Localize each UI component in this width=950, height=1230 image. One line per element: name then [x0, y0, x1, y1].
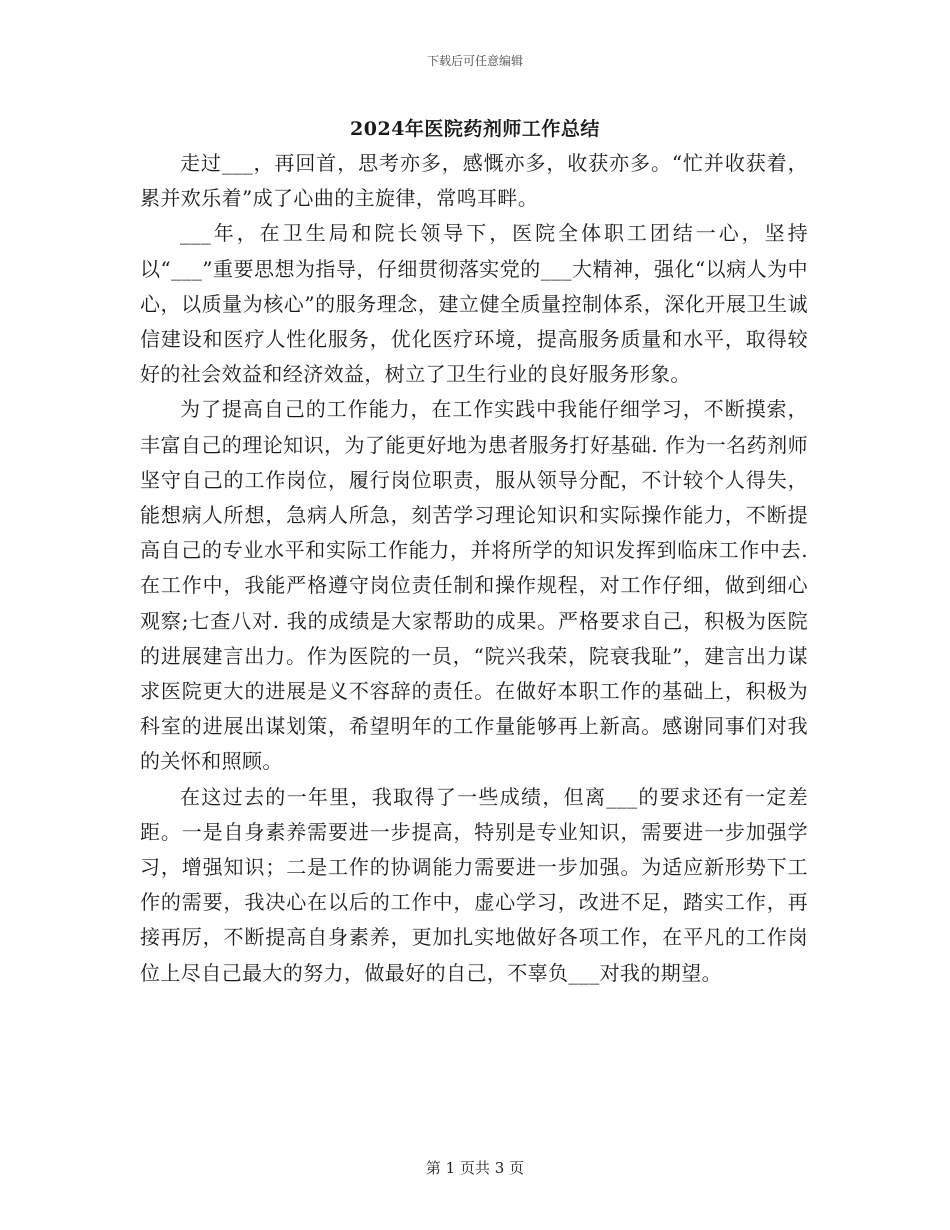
paragraph-3: 为了提高自己的工作能力，在工作实践中我能仔细学习，不断摸索，丰富自己的理论知识，为了能更好地为患者服务打好基础. 作为一名药剂师坚守自己的工作岗位，履行岗位职责，服从领导分配，不计较个人得失，能想病人所想，急病人所急，刻苦学习理论知识和实际操作能力，不断提高自己的专业水平和实际工作能力，并将所学的知识发挥到临床工作中去. 在工作中，我能严格遵守岗位责任制和操作规程，对工作仔细，做到细心观察;七查八对. 我的成绩是大家帮助的成果。严格要求自己，积极为医院的进展建言出力。作为医院的一员，“院兴我荣，院衰我耻”，建言出力谋求医院更大的进展是义不容辞的责任。在做好本职工作的基础上，积极为科室的进展出谋划策，希望明年的工作量能够再上新高。感谢同事们对我的关怀和照顾。	[140, 397, 808, 774]
document-body	[140, 146, 808, 991]
paragraph-4: 在这过去的一年里，我取得了一些成绩，但离___的要求还有一定差距。一是自身素养需要进一步提高，特别是专业知识，需要进一步加强学习，增强知识；二是工作的协调能力需要进一步加强。为适应新形势下工作的需要，我决心在以后的工作中，虚心学习，改进不足，踏实工作，再接再厉，不断提高自身素养，更加扎实地做好各项工作，在平凡的工作岗位上尽自己最大的努力，做最好的自己，不辜负___对我的期望。	[140, 784, 808, 985]
page-header: 下载后可任意编辑	[426, 54, 523, 68]
paragraph-1: 走过___，再回首，思考亦多，感慨亦多，收获亦多。“忙并收获着，累并欢乐着”成了心曲的主旋律，常鸣耳畔。	[140, 151, 808, 211]
paragraph-2: ___年，在卫生局和院长领导下，医院全体职工团结一心，坚持以“___”重要思想为指导，仔细贯彻落实党的___大精神，强化“以病人为中心，以质量为核心”的服务理念，建立健全质量控制体系，深化开展卫生诚信建设和医疗人性化服务，优化医疗环境，提高服务质量和水平，取得较好的社会效益和经济效益，树立了卫生行业的良好服务形象。	[140, 221, 808, 387]
page-number: 第 1 页共 3 页	[425, 1159, 525, 1177]
document-title: 2024年医院药剂师工作总结	[350, 118, 600, 140]
